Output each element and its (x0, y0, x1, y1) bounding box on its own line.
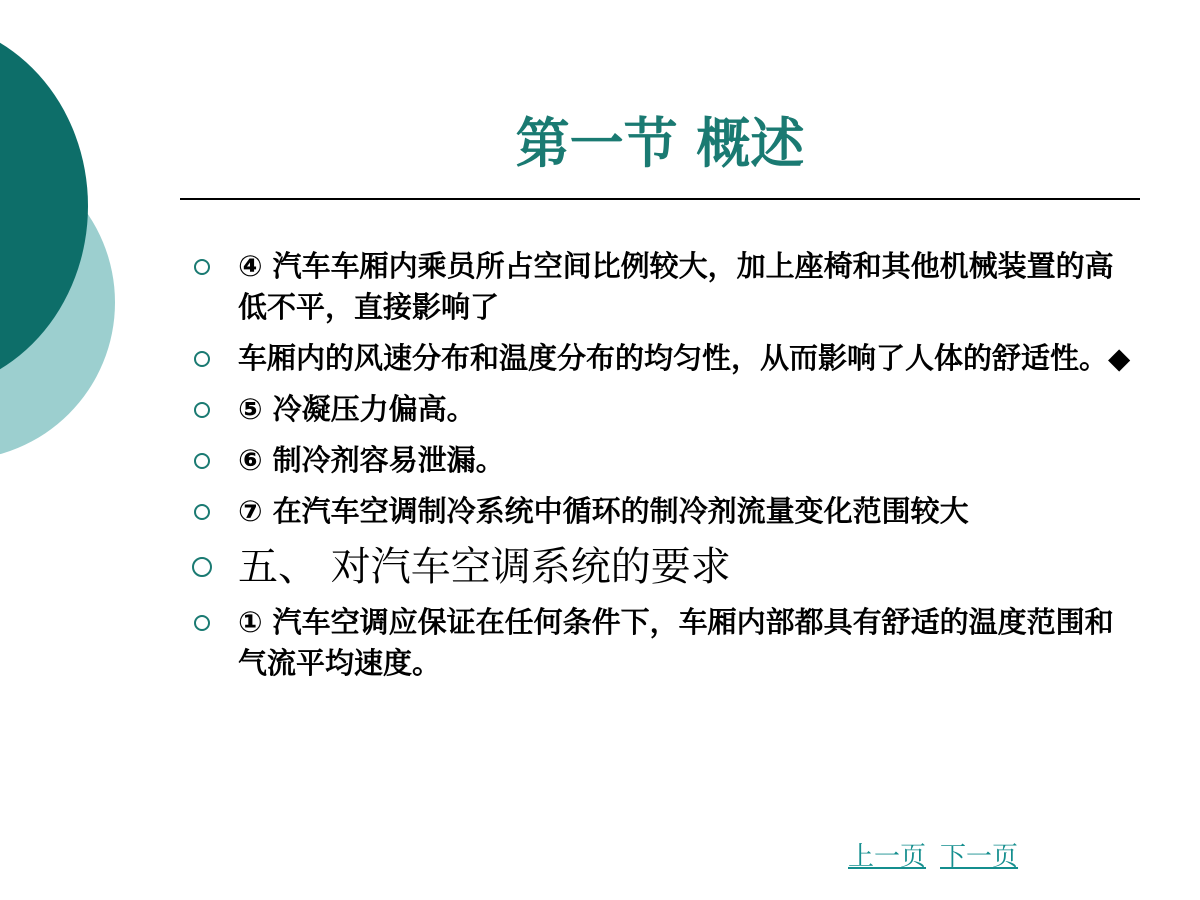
bullet-text: ⑥ 制冷剂容易泄漏。 (238, 443, 505, 477)
bullet-text: ① 汽车空调应保证在任何条件下，车厢内部都具有舒适的温度范围和气流平均速度。 (238, 605, 1114, 680)
bullet-item (190, 491, 1135, 532)
bullet-text: 车厢内的风速分布和温度分布的均匀性，从而影响了人体的舒适性。◆ (238, 341, 1131, 375)
hollow-circle-bullet-icon (194, 504, 210, 520)
bullet-list (190, 246, 1135, 694)
title-divider (180, 198, 1140, 200)
bullet-item (190, 602, 1135, 684)
next-page-link[interactable]: 下一页 (940, 842, 1019, 872)
bullet-item (190, 440, 1135, 481)
bullet-item (190, 338, 1135, 379)
section-heading-text: 五、 对汽车空调系统的要求 (238, 544, 731, 590)
page-navigation (848, 836, 1018, 873)
slide-title: 第一节 概述 (515, 112, 805, 175)
hollow-circle-bullet-icon (194, 453, 210, 469)
hollow-circle-bullet-icon (194, 615, 210, 631)
bullet-text: ⑦ 在汽车空调制冷系统中循环的制冷剂流量变化范围较大 (238, 494, 969, 528)
hollow-circle-bullet-icon (194, 259, 210, 275)
hollow-circle-bullet-icon (194, 351, 210, 367)
section-heading-item (190, 542, 1135, 592)
bullet-text: ④ 汽车车厢内乘员所占空间比例较大，加上座椅和其他机械装置的高低不平，直接影响了 (238, 249, 1114, 324)
hollow-circle-bullet-icon (192, 557, 212, 577)
bullet-item (190, 389, 1135, 430)
bullet-item (190, 246, 1135, 328)
bullet-text: ⑤ 冷凝压力偏高。 (238, 392, 476, 426)
prev-page-link[interactable]: 上一页 (848, 842, 927, 872)
hollow-circle-bullet-icon (194, 402, 210, 418)
